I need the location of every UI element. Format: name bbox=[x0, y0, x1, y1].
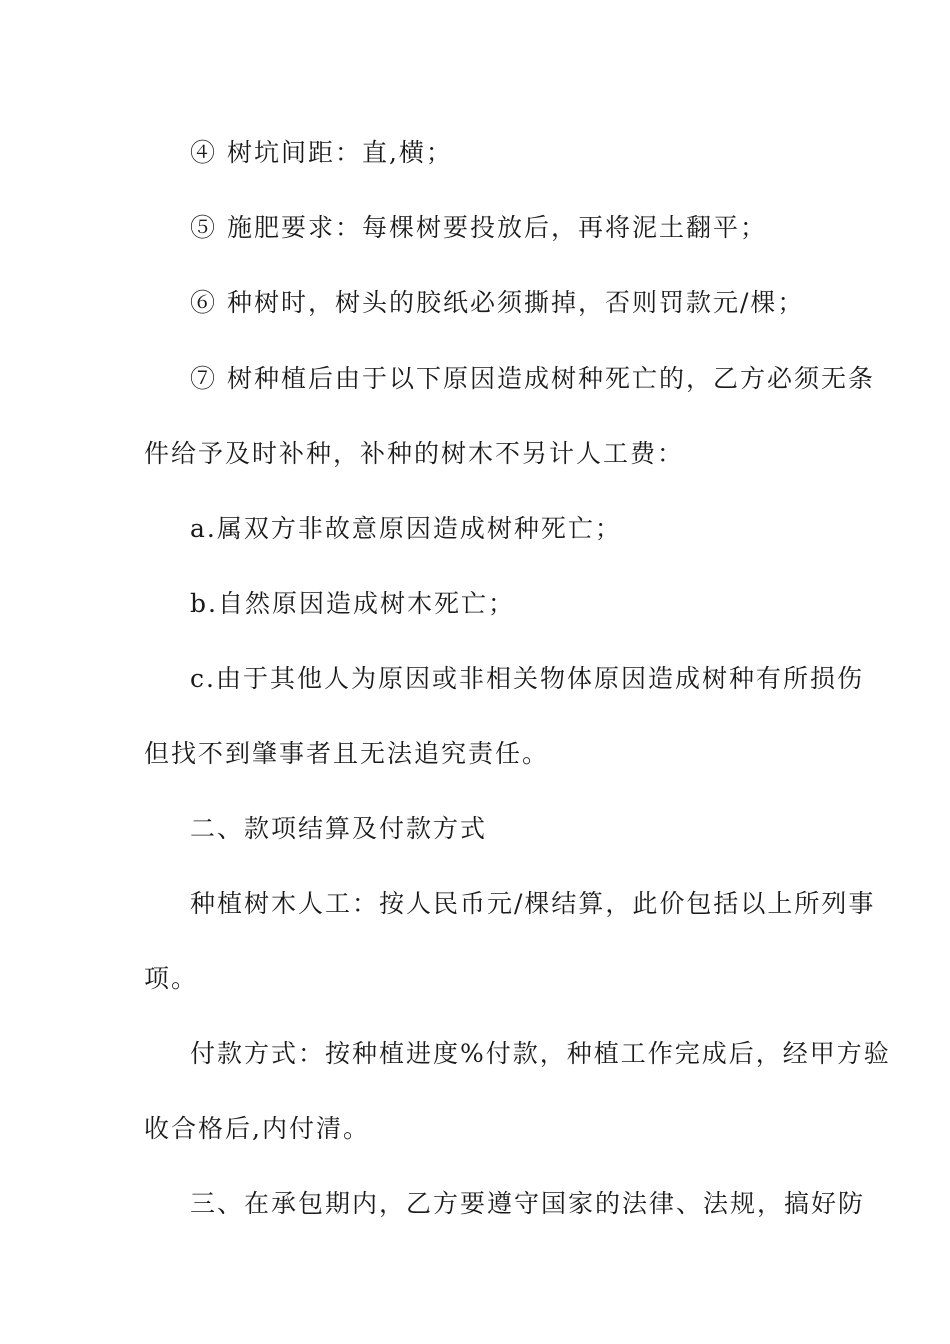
sub-clause-c-line-2: 但找不到肇事者且无法追究责任。 bbox=[144, 739, 550, 768]
section-heading-contract-period: 三、在承包期内，乙方要遵守国家的法律、法规，搞好防 bbox=[190, 1189, 866, 1218]
sub-clause-c-line-1: c.由于其他人为原因或非相关物体原因造成树种有所损伤 bbox=[190, 664, 864, 693]
payment-method-line-1: 付款方式：按种植进度%付款，种植工作完成后，经甲方验 bbox=[190, 1039, 891, 1068]
sub-clause-b: b.自然原因造成树木死亡； bbox=[190, 589, 515, 618]
payment-method-line-2: 收合格后,内付清。 bbox=[144, 1114, 370, 1143]
clause-replant-line-1: ⑦ 树种植后由于以下原因造成树种死亡的，乙方必须无条 bbox=[190, 364, 875, 393]
sub-clause-a: a.属双方非故意原因造成树种死亡； bbox=[190, 514, 622, 543]
clause-tree-pit-spacing: ④ 树坑间距：直,横； bbox=[190, 138, 453, 167]
clause-fertilizer-requirement: ⑤ 施肥要求：每棵树要投放后，再将泥土翻平； bbox=[190, 213, 767, 242]
clause-remove-tape: ⑥ 种树时，树头的胶纸必须撕掉，否则罚款元/棵； bbox=[190, 288, 805, 317]
labor-cost-line-1: 种植树木人工：按人民币元/棵结算，此价包括以上所列事 bbox=[190, 889, 876, 918]
section-heading-payment: 二、款项结算及付款方式 bbox=[190, 814, 488, 843]
clause-replant-line-2: 件给予及时补种，补种的树木不另计人工费： bbox=[144, 439, 685, 468]
labor-cost-line-2: 项。 bbox=[144, 964, 199, 993]
